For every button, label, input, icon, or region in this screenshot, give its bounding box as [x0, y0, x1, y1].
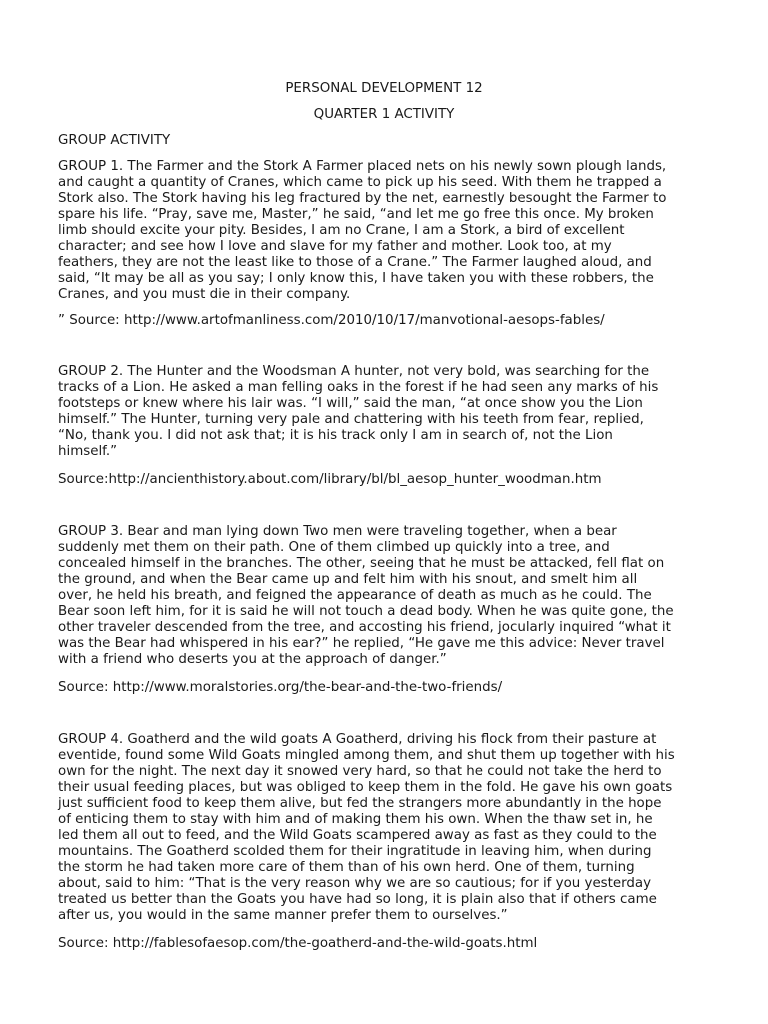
- paragraph-line: Stork also. The Stork having his leg fractured by the net, earnestly besought the Farmer to: [58, 191, 667, 206]
- paragraph-line: led them all out to feed, and the Wild Goats scampered away as fast as they could to the: [58, 828, 657, 843]
- paragraph-line: character; and see how I love and slave for my father and mother. Look too, at my: [58, 239, 612, 254]
- paragraph-line: other traveler descended from the tree, and accosting his friend, jocularly inquired “what it: [58, 620, 671, 635]
- paragraph-line: just sufficient food to keep them alive, but fed the strangers more abundantly in the hope: [58, 796, 662, 811]
- paragraph-line: GROUP 2. The Hunter and the Woodsman A hunter, not very bold, was searching for the: [58, 364, 650, 379]
- paragraph-line: GROUP 3. Bear and man lying down Two men were traveling together, when a bear: [58, 524, 617, 539]
- paragraph-line: treated us better than the Goats you have had so long, it is plain also that if others came: [58, 892, 657, 907]
- paragraph-line: himself.”: [58, 444, 118, 459]
- paragraph-line: himself.” The Hunter, turning very pale and chattering with his teeth from fear, replied,: [58, 412, 644, 427]
- source-line: Source:http://ancienthistory.about.com/library/bl/bl_aesop_hunter_woodman.htm: [58, 472, 602, 487]
- paragraph-line: mountains. The Goatherd scolded them for their ingratitude in leaving him, when during: [58, 844, 652, 859]
- paragraph-line: suddenly met them on their path. One of them climbed up quickly into a tree, and: [58, 540, 610, 555]
- paragraph-line: of enticing them to stay with him and of making them his own. When the thaw set in, he: [58, 812, 653, 827]
- source-line: Source: http://www.moralstories.org/the-bear-and-the-two-friends/: [58, 680, 503, 695]
- paragraph-line: the storm he had taken more care of them than of his own herd. One of them, turning: [58, 860, 635, 875]
- paragraph-line: Cranes, and you must die in their company.: [58, 287, 351, 302]
- paragraph-line: spare his life. “Pray, save me, Master,” he said, “and let me go free this once. My broken: [58, 207, 654, 222]
- document-title: PERSONAL DEVELOPMENT 12: [285, 81, 483, 96]
- paragraph-line: with a friend who deserts you at the approach of danger.”: [58, 652, 447, 667]
- paragraph-line: footsteps or knew where his lair was. “I will,” said the man, “at once show you the Lion: [58, 396, 643, 411]
- paragraph-line: about, said to him: “That is the very reason why we are so cautious; for if you yesterday: [58, 876, 652, 891]
- paragraph-line: concealed himself in the branches. The other, seeing that he must be attacked, fell flat on: [58, 556, 665, 571]
- paragraph-line: GROUP 1. The Farmer and the Stork A Farmer placed nets on his newly sown plough lands,: [58, 159, 667, 174]
- paragraph-line: “No, thank you. I did not ask that; it is his track only I am in search of, not the Lion: [58, 428, 613, 443]
- paragraph-line: feathers, they are not the least like to those of a Crane.” The Farmer laughed aloud, and: [58, 255, 652, 270]
- paragraph-line: over, he held his breath, and feigned the appearance of death as much as he could. The: [58, 588, 652, 603]
- section-heading: GROUP ACTIVITY: [58, 133, 171, 148]
- paragraph-line: and caught a quantity of Cranes, which came to pick up his seed. With them he trapped a: [58, 175, 662, 190]
- paragraph-line: was the Bear had whispered in his ear?” he replied, “He gave me this advice: Never travel: [58, 636, 665, 651]
- paragraph-line: Bear soon left him, for it is said he will not touch a dead body. When he was quite gone, the: [58, 604, 674, 619]
- source-line: Source: http://fablesofaesop.com/the-goatherd-and-the-wild-goats.html: [58, 936, 538, 951]
- paragraph-line: eventide, found some Wild Goats mingled among them, and shut them up together with his: [58, 748, 675, 763]
- paragraph-line: said, “It may be all as you say; I only know this, I have taken you with these robbers, the: [58, 271, 654, 286]
- paragraph-line: after us, you would in the same manner prefer them to ourselves.”: [58, 908, 508, 923]
- paragraph-line: tracks of a Lion. He asked a man felling oaks in the forest if he had seen any marks of his: [58, 380, 659, 395]
- source-line: ” Source: http://www.artofmanliness.com/2010/10/17/manvotional-aesops-fables/: [58, 313, 605, 328]
- paragraph-line: their usual feeding places, but was obliged to keep them in the fold. He gave his own goats: [58, 780, 673, 795]
- paragraph-line: own for the night. The next day it snowed very hard, so that he could not take the herd to: [58, 764, 662, 779]
- paragraph-line: limb should excite your pity. Besides, I am no Crane, I am a Stork, a bird of excellent: [58, 223, 625, 238]
- paragraph-line: GROUP 4. Goatherd and the wild goats A Goatherd, driving his flock from their pasture at: [58, 732, 657, 747]
- paragraph-line: the ground, and when the Bear came up and felt him with his snout, and smelt him all: [58, 572, 638, 587]
- document-subtitle: QUARTER 1 ACTIVITY: [313, 107, 455, 122]
